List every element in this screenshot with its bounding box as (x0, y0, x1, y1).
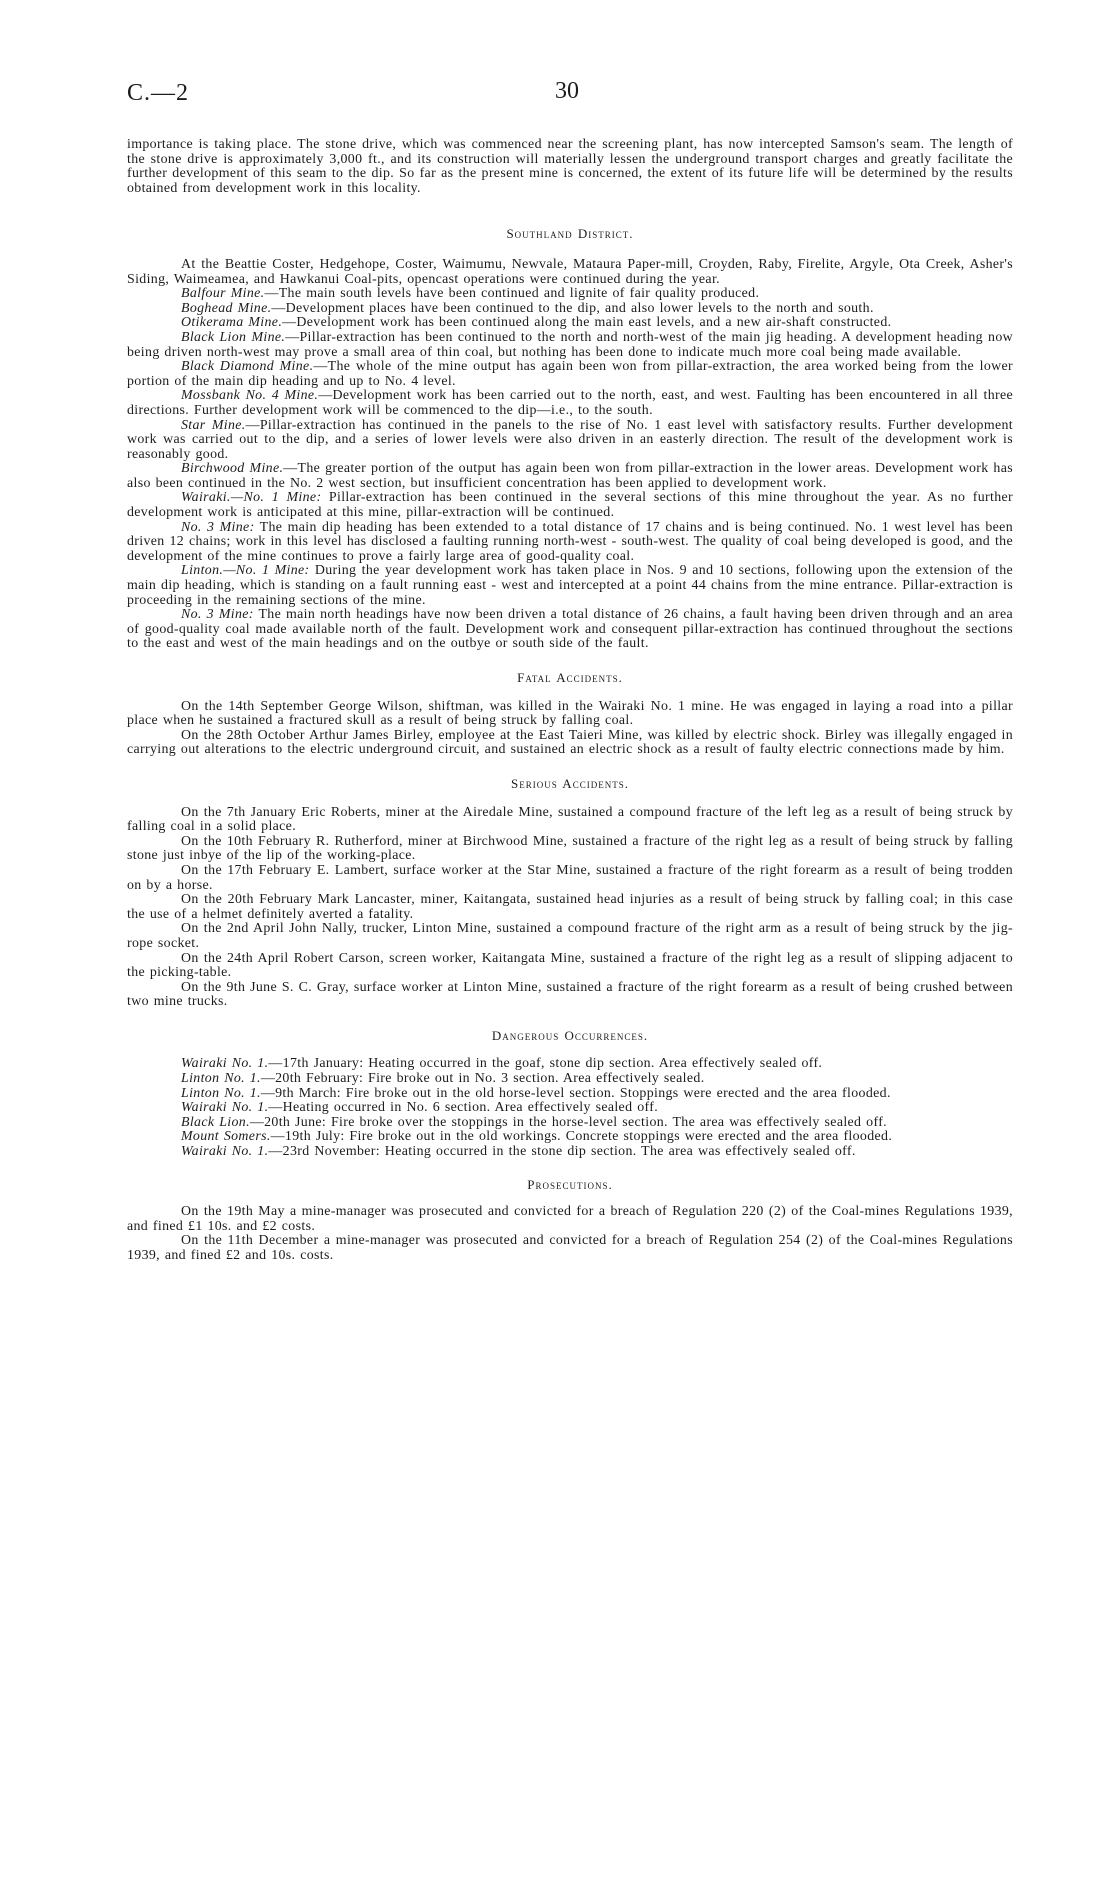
serious-accident-paragraph: On the 24th April Robert Carson, screen worker, Kaitangata Mine, sustained a fracture of the right leg as a result of slipping adjacent to the picking-table. (127, 950, 1013, 981)
mine-paragraph (127, 360, 1013, 389)
occurrence-paragraph (127, 1072, 1013, 1087)
mine-name: Otikerama Mine. (181, 315, 283, 331)
page-number: 30 (555, 78, 579, 104)
occurrence-paragraph (127, 1116, 1013, 1131)
occurrence-mine-name: Wairaki No. 1. (181, 1144, 269, 1160)
mine-text: —Development work has been carried out to the north, east, and west. Faulting has been encountered in all three directions. Further development work will be commenced to the dip—i.e., to the south. (127, 388, 1013, 418)
occurrence-paragraph (127, 1057, 1013, 1072)
mine-name: Black Diamond Mine. (181, 359, 314, 375)
mine-name: Balfour Mine. (181, 286, 265, 302)
mine-text: —Pillar-extraction has been continued to the north and north-west of the main jig heading. A development heading now being driven north-west may prove a small area of thin coal, but nothing has been done to indicate much more coal being made available. (127, 329, 1013, 360)
mine-text: The main north headings have now been driven a total distance of 26 chains, a fault having been driven through and an area of good-quality coal made available north of the fault. Development work and consequent pillar-extraction has continued throughout the sections to the east and west of the main headings and on the outbye or south side of the fault. (127, 607, 1013, 652)
serious-accident-paragraph: On the 10th February R. Rutherford, miner at Birchwood Mine, sustained a fracture of the right leg as a result of being struck by falling stone just inbye of the lip of the working-place. (127, 833, 1013, 864)
mine-text: Pillar-extraction has been continued in the several sections of this mine throughout the year. As no further development work is anticipated at this mine, pillar-extraction will be continued. (127, 490, 1013, 521)
occurrence-paragraph (127, 1130, 1013, 1145)
section-heading-dangerous-occurrences: Dangerous Occurrences. (491, 1027, 649, 1043)
fatal-accident-paragraph: On the 14th September George Wilson, shiftman, was killed in the Wairaki No. 1 mine. He was engaged in laying a road into a pillar place when he sustained a fractured skull as a result of being struck by falling coal. (127, 698, 1013, 729)
mine-paragraph (127, 608, 1013, 652)
occurrence-text: —Heating occurred in No. 6 section. Area effectively sealed off. (268, 1100, 659, 1116)
mine-name: Birchwood Mine. (181, 461, 284, 477)
occurrence-paragraph (127, 1087, 1013, 1102)
fatal-accident-paragraph: On the 28th October Arthur James Birley, employee at the East Taieri Mine, was killed by electric shock. Birley was illegally engaged in carrying out alterations to the electric underground circuit, and sustained an electric shock as a result of faulty electric connections made by him. (127, 727, 1013, 758)
mine-name: Star Mine. (181, 417, 246, 433)
intro-paragraph: importance is taking place. The stone drive, which was commenced near the screening plant, has now intercepted Samson's seam. The length of the stone drive is approximately 3,000 ft., and its construction will materially lessen the underground transport charges and greatly facilitate the further development of this seam to the dip. So far as the present mine is concerned, the extent of its future life will be determined by the results obtained from development work in this locality. (127, 137, 1013, 196)
mine-text: —The whole of the mine output has again been won from pillar-extraction, the area worked being from the lower portion of the main dip heading and up to No. 4 level. (127, 359, 1013, 389)
occurrence-mine-name: Linton No. 1. (181, 1085, 261, 1101)
mine-text: —Development work has been continued along the main east levels, and a new air-shaft constructed. (282, 315, 892, 331)
occurrence-mine-name: Black Lion. (181, 1114, 250, 1130)
mine-paragraph (127, 302, 1013, 317)
document-body (127, 138, 1013, 1264)
mine-name: Black Lion Mine. (181, 329, 286, 345)
mine-paragraph (127, 331, 1013, 360)
mine-name: Boghead Mine. (181, 300, 272, 316)
mine-text: —Development places have been continued to the dip, and also lower levels to the north and south. (271, 300, 874, 316)
mine-name: Linton.—No. 1 Mine: (181, 563, 310, 579)
serious-accident-paragraph: On the 7th January Eric Roberts, miner at the Airedale Mine, sustained a compound fracture of the left leg as a result of being struck by falling coal in a solid place. (127, 804, 1013, 835)
serious-accident-paragraph: On the 20th February Mark Lancaster, miner, Kaitangata, sustained head injuries as a result of being struck by falling coal; in this case the use of a helmet definitely averted a fatality. (127, 892, 1013, 922)
mine-name: Mossbank No. 4 Mine. (181, 388, 319, 404)
mine-name: Wairaki.—No. 1 Mine: (181, 490, 322, 506)
occurrence-text: —20th February: Fire broke out in No. 3 section. Area effectively sealed. (260, 1071, 705, 1087)
serious-accident-paragraph: On the 2nd April John Nally, trucker, Linton Mine, sustained a compound fracture of the right arm as a result of being struck by the jig-rope socket. (127, 921, 1013, 951)
serious-accident-paragraph: On the 17th February E. Lambert, surface worker at the Star Mine, sustained a fracture of the right forearm as a result of being trodden on by a horse. (127, 862, 1013, 893)
occurrence-paragraph (127, 1101, 1013, 1116)
section-heading-southland: Southland District. (506, 226, 634, 242)
mine-text: —The main south levels have been continued and lignite of fair quality produced. (264, 286, 760, 302)
occurrence-paragraph (127, 1145, 1013, 1160)
occurrence-mine-name: Wairaki No. 1. (181, 1100, 269, 1116)
mine-paragraph (127, 316, 1013, 331)
southland-intro-paragraph: At the Beattie Coster, Hedgehope, Coster, Waimumu, Newvale, Mataura Paper-mill, Croyden, Raby, Firelite, Argyle, Ota Creek, Asher's Siding, Waimeamea, and Hawkanui Coal-pits, opencast operations were continued during the year. (127, 256, 1013, 287)
prosecution-paragraph: On the 11th December a mine-manager was prosecuted and convicted for a breach of Regulation 254 (2) of the Coal-mines Regulations 1939, and fined £2 and 10s. costs. (127, 1233, 1013, 1263)
occurrence-mine-name: Wairaki No. 1. (181, 1056, 269, 1072)
mine-paragraph (127, 462, 1013, 491)
mine-paragraph (127, 521, 1013, 565)
mine-text: The main dip heading has been extended to a total distance of 17 chains and is being continued. No. 1 west level has been driven 12 chains; work in this level has disclosed a faulting running north-west - south-west. The quality of coal being developed is good, and the development of the mine continues to prove a fairly large area of good-quality coal. (127, 519, 1013, 564)
serious-accident-paragraph: On the 9th June S. C. Gray, surface worker at Linton Mine, sustained a fracture of the right forearm as a result of being crushed between two mine trucks. (127, 979, 1013, 1010)
occurrence-text: —23rd November: Heating occurred in the stone dip section. The area was effectively sealed off. (268, 1144, 856, 1160)
occurrence-text: —9th March: Fire broke out in the old horse-level section. Stoppings were erected and the area flooded. (260, 1085, 891, 1101)
section-heading-serious-accidents: Serious Accidents. (511, 775, 629, 791)
mine-paragraph (127, 287, 1013, 302)
occurrence-text: —19th July: Fire broke out in the old workings. Concrete stoppings were erected and the area flooded. (270, 1129, 893, 1145)
mine-paragraph (127, 419, 1013, 463)
mine-name: No. 3 Mine: (181, 519, 255, 535)
section-heading-prosecutions: Prosecutions. (527, 1176, 613, 1192)
occurrence-mine-name: Linton No. 1. (181, 1071, 261, 1087)
report-code: C.—2 (127, 80, 190, 106)
prosecution-paragraph: On the 19th May a mine-manager was prosecuted and convicted for a breach of Regulation 220 (2) of the Coal-mines Regulations 1939, and fined £1 10s. and £2 costs. (127, 1204, 1013, 1234)
occurrence-text: —20th June: Fire broke over the stoppings in the horse-level section. The area was effectively sealed off. (249, 1114, 887, 1130)
mine-text: During the year development work has taken place in Nos. 9 and 10 sections, following upon the extension of the main dip heading, which is standing on a fault running east - west and intercepted at a point 44 chains from the mine entrance. Pillar-extraction is proceeding in the remaining sections of the mine. (127, 563, 1014, 608)
occurrence-mine-name: Mount Somers. (181, 1129, 271, 1145)
mine-text: —Pillar-extraction has continued in the panels to the rise of No. 1 east level with satisfactory results. Further development work was carried out to the dip, and a series of lower levels were also driven in an easterly direction. The result of the development work is reasonably good. (127, 417, 1013, 462)
mine-paragraph (127, 389, 1013, 418)
mine-name: No. 3 Mine: (181, 607, 254, 623)
section-heading-fatal-accidents: Fatal Accidents. (517, 670, 623, 685)
mine-text: —The greater portion of the output has again been won from pillar-extraction in the lower areas. Development work has also been continued in the No. 2 west section, but insufficient concentration has been applied to development work. (127, 461, 1013, 491)
mine-paragraph (127, 491, 1013, 520)
occurrence-text: —17th January: Heating occurred in the goaf, stone dip section. Area effectively sealed off. (268, 1056, 823, 1072)
mine-paragraph (127, 564, 1013, 608)
